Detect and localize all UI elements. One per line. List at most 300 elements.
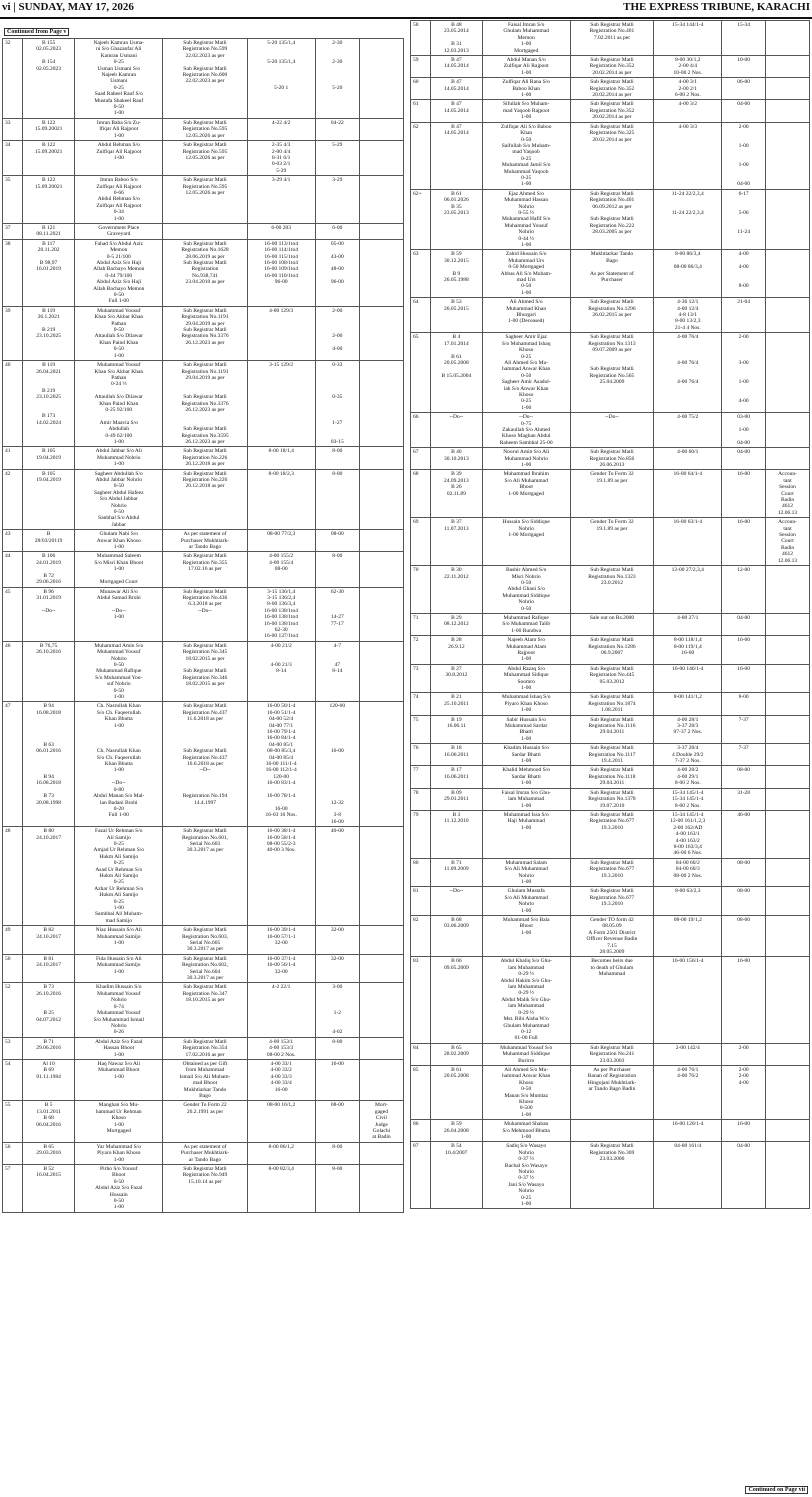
total-area-cell: 08-00 bbox=[722, 916, 766, 957]
remarks-cell bbox=[766, 664, 810, 693]
area-survey-cell: 15-34 145/1-4 15-34 145/1-4 8-00 2 Nos. bbox=[654, 788, 722, 810]
table-row bbox=[3, 39, 404, 119]
entry-number-cell: 35 bbox=[3, 176, 23, 224]
total-area-cell: 62-30 14-27 77-17 bbox=[315, 587, 359, 641]
total-area-cell: 04-00 bbox=[722, 100, 766, 122]
registration-source-cell: Sub Registrar Matli Registration No.1296 26.02.2015 as per bbox=[570, 298, 654, 333]
registration-source-cell: Sub Registrar Matli Registration No.436 6.3.2018 as per --Do-- bbox=[163, 587, 247, 641]
total-area-cell: 08-00 bbox=[722, 858, 766, 887]
owner-share-cell: Abdul Manan S/o Zulfiqar Ali Rajpoot 1-00 bbox=[482, 56, 570, 78]
remarks-cell bbox=[359, 1165, 403, 1213]
area-survey-cell: 3-37 28/4 4 Double 29/2 7-37 2 Nos. bbox=[654, 744, 722, 766]
area-survey-cell: 08-00 16/1,2 bbox=[247, 1101, 315, 1142]
remarks-cell bbox=[766, 100, 810, 122]
table-row bbox=[3, 469, 404, 530]
area-survey-cell: 4-00 27/1 bbox=[654, 613, 722, 635]
book-entry-date-cell: B 19 16.06.11 bbox=[430, 715, 482, 744]
book-entry-date-cell: B 17 16.06.2011 bbox=[430, 766, 482, 788]
table-row bbox=[411, 298, 810, 333]
area-survey-cell: 04-00 60/2 04-00 60/3 08-00 2 Nos. bbox=[654, 858, 722, 887]
remarks-cell bbox=[359, 552, 403, 587]
total-area-cell: 7-37 bbox=[722, 744, 766, 766]
total-area-cell: 08-00 bbox=[315, 1101, 359, 1142]
entry-number-cell: 86 bbox=[411, 1120, 431, 1142]
entry-number-cell: 58 bbox=[411, 21, 431, 56]
entry-number-cell: 40 bbox=[3, 361, 23, 447]
owner-share-cell: --Do-- 0-75 Zakaullah S/o Ahmed Khoso Maghan Abdul Raheem Sambhal 25-00 bbox=[482, 413, 570, 448]
book-entry-date-cell: B 54 10.4/2007 bbox=[430, 1142, 482, 1209]
owner-share-cell: Ali Ahmed S/o Mu- hammad Anwar Khan Khoso 0-50 Manan S/o Mumtaz Khoso 0-500 1-00 bbox=[482, 1065, 570, 1119]
owner-share-cell: Faisal Imran S/o Ghu- lam Muhammad 1-00 bbox=[482, 788, 570, 810]
area-survey-cell: 16-00 113/1to4 16-00 114/1to4 16-00 115/1to4 16-00 108/1to4 16-00 109/1to4 16-00 110/1to4 96-00 bbox=[247, 239, 315, 306]
book-entry-date-cell: B 122 15.09.20021 bbox=[23, 176, 75, 224]
table-row bbox=[3, 530, 404, 552]
area-survey-cell: 11-24 22/2,3,4 11-24 22/2,3,4 bbox=[654, 189, 722, 250]
registration-source-cell: Mukhtiarkar Tando Bago As per Statement of Purchaser bbox=[570, 250, 654, 298]
book-entry-date-cell: B 122 15.09.20021 bbox=[23, 141, 75, 176]
registration-source-cell: Sub Registrar Matli Registration No.1191 29.04.2019 as per Sub Registrar Matli Registration No.3376 26.12.2023 as per Sub Registrar Matli Registration No.3595 26.12.2023 as per bbox=[163, 361, 247, 447]
book-entry-date-cell: B 09 29.01.2011 bbox=[430, 788, 482, 810]
table-row bbox=[411, 916, 810, 957]
total-area-cell: 03-00 1-00 04-00 bbox=[722, 413, 766, 448]
entry-number-cell: 70 bbox=[411, 566, 431, 614]
registration-source-cell: Sub Registrar Matli Registration No.401 7.02.2011 as per bbox=[570, 21, 654, 56]
remarks-cell bbox=[766, 1043, 810, 1065]
registration-source-cell: Sub Registrar Matli Registration No.352 20.02.2014 as per bbox=[570, 56, 654, 78]
total-area-cell: 06-00 bbox=[722, 78, 766, 100]
owner-share-cell: Imran Baboo S/o Zulfiqar Ali Rajpoot 0-66 Abdul Rehman S/o Zulfiqar Ali Rajpoot 0-34 1-00 bbox=[75, 176, 163, 224]
total-area-cell: 2-00 bbox=[722, 1043, 766, 1065]
book-entry-date-cell: B 106 24.01.2019 B 72 29.06.2016 bbox=[23, 552, 75, 587]
entry-number-cell: 76 bbox=[411, 744, 431, 766]
entry-number-cell: 73 bbox=[411, 664, 431, 693]
book-entry-date-cell: B 119 26.04.2021 B 219 23.10.2025 B 173 14.02.2024 bbox=[23, 361, 75, 447]
area-survey-cell: 4-00 76/1 4-00 76/2 bbox=[654, 1065, 722, 1119]
table-row bbox=[411, 250, 810, 298]
table-row bbox=[3, 141, 404, 176]
total-area-cell: 6-00 bbox=[315, 223, 359, 239]
owner-share-cell: Muhammad Ibrahim S/o Ali Muhammad Bhoot 1-00 Mortgaged bbox=[482, 470, 570, 518]
entry-number-cell: 81 bbox=[411, 887, 431, 916]
entry-number-cell: 61 bbox=[411, 100, 431, 122]
book-entry-date-cell: B 105 19.04.2019 bbox=[23, 469, 75, 530]
continued-on-tag: Continued on Page vii bbox=[745, 1486, 808, 1494]
book-entry-date-cell: B 21 25.10.2011 bbox=[430, 693, 482, 715]
remarks-cell bbox=[766, 788, 810, 810]
entry-number-cell: 83 bbox=[411, 957, 431, 1043]
book-entry-date-cell: B 73 26.10.2016 B 25 04.07.2012 bbox=[23, 983, 75, 1037]
remarks-cell bbox=[359, 469, 403, 530]
registration-source-cell: Sub Registrar Matli Registration No.241 23.03.2003 bbox=[570, 1043, 654, 1065]
total-area-cell: 8-00 bbox=[315, 1142, 359, 1164]
registration-source-cell: Sub Registrar Matli Registration No.226 20.12.2018 as per bbox=[163, 447, 247, 469]
owner-share-cell: Pirho S/o Yousuf Bhoot 0-50 Abdul Aziz S/o Fazal Hussain 0-50 1-00 bbox=[75, 1165, 163, 1213]
total-area-cell: 5-29 bbox=[315, 141, 359, 176]
area-survey-cell: 8-00 30/1,2 2-00 4/4 10-00 2 Nos. bbox=[654, 56, 722, 78]
book-entry-date-cell: B 94 16.08.2018 B 63 06.01.2016 B 94 16.08.2018 B 73 20.08.1998 bbox=[23, 702, 75, 827]
entry-number-cell: 44 bbox=[3, 552, 23, 587]
registration-source-cell: Gender To Form 32 19.1.89 as per bbox=[570, 470, 654, 518]
area-survey-cell: 16-00 37/1-4 16-00 56/1-4 32-00 bbox=[247, 954, 315, 983]
entry-number-cell: 66 bbox=[411, 413, 431, 448]
total-area-cell: 16-00 bbox=[722, 470, 766, 518]
area-survey-cell: 8-00 18/2,3 bbox=[247, 469, 315, 530]
table-row bbox=[411, 100, 810, 122]
page-body bbox=[2, 20, 810, 1494]
entry-number-cell: 50 bbox=[3, 954, 23, 983]
total-area-cell: 16-00 bbox=[722, 1120, 766, 1142]
registration-source-cell: Sub Registrar Matli Registration No.595 12.05.2026 as per bbox=[163, 141, 247, 176]
entry-number-cell: 57 bbox=[3, 1165, 23, 1213]
entry-number-cell: 78 bbox=[411, 788, 431, 810]
table-row bbox=[3, 306, 404, 360]
book-entry-date-cell: --Do-- bbox=[430, 887, 482, 916]
book-entry-date-cell: B 117 20.11.202 B 98,97 16.01.2019 bbox=[23, 239, 75, 306]
registration-source-cell: Sub Registrar Matli Registration No.354 17.02.2016 as per bbox=[163, 1037, 247, 1059]
book-entry-date-cell: B 71 11.09.2009 bbox=[430, 858, 482, 887]
table-row bbox=[3, 361, 404, 447]
remarks-cell bbox=[766, 693, 810, 715]
remarks-cell bbox=[359, 1142, 403, 1164]
owner-share-cell: Muhammad Amin S/o Muhammad Yousuf Nohrio 0-50 Muhammad Rafique S/o Muhammad You- suf Nohrio 0-50 1-00 bbox=[75, 641, 163, 702]
area-survey-cell: 8-00 63/2,3 bbox=[654, 887, 722, 916]
owner-share-cell: Ghulam Mustafa S/o Ali Muhammad Nohrio 1-00 bbox=[482, 887, 570, 916]
entry-number-cell: 85 bbox=[411, 1065, 431, 1119]
book-entry-date-cell: B 61 06.01.2026 B 35 23.05.2013 bbox=[430, 189, 482, 250]
remarks-cell bbox=[359, 1059, 403, 1100]
entry-number-cell: 79 bbox=[411, 810, 431, 858]
owner-share-cell: Ghulam Nabi S/o Anwar Khan Khoso 1-00 bbox=[75, 530, 163, 552]
book-entry-date-cell: B 66 09.05.2009 bbox=[430, 957, 482, 1043]
right-column bbox=[410, 20, 810, 1494]
area-survey-cell: 4-00 28/2 4-00 29/1 8-00 2 Nos. bbox=[654, 766, 722, 788]
remarks-cell bbox=[359, 306, 403, 360]
area-survey-cell: 3-15 136/1,4 3-15 136/2,4 8-00 136/3,4 16-00 138/1to4 16-00 138/1to4 16-00 138/1to4 62-30 16-00 137/1to4 bbox=[247, 587, 315, 641]
table-row bbox=[3, 983, 404, 1037]
table-row bbox=[411, 470, 810, 518]
registration-source-cell: Sub Registrar Matli Registration No.355 17.02.16 as per bbox=[163, 552, 247, 587]
remarks-cell: Mort- gaged Civil Judge Golachi at Badin bbox=[359, 1101, 403, 1142]
table-row bbox=[3, 118, 404, 140]
book-entry-date-cell: B 28/03/20119 bbox=[23, 530, 75, 552]
book-entry-date-cell: B 59 30.12.2015 B 9 26.05.1988 bbox=[430, 250, 482, 298]
remarks-cell bbox=[766, 887, 810, 916]
remarks-cell bbox=[766, 21, 810, 56]
remarks-cell bbox=[766, 744, 810, 766]
owner-share-cell: Khalid Mehmood S/o Sardar Bhatti 1-00 bbox=[482, 766, 570, 788]
remarks-cell bbox=[766, 858, 810, 887]
entry-number-cell: 43 bbox=[3, 530, 23, 552]
book-entry-date-cell: B 59 26.04.2008 bbox=[430, 1120, 482, 1142]
book-entry-date-cell: B 39 24.09.2013 B 26 02.11.89 bbox=[430, 470, 482, 518]
book-entry-date-cell: B 29 08.12.2012 bbox=[430, 613, 482, 635]
area-survey-cell: 8-00 18/1,4 bbox=[247, 447, 315, 469]
remarks-cell bbox=[359, 447, 403, 469]
table-row bbox=[411, 1142, 810, 1209]
area-survey-cell: 08-00 77/2,3 bbox=[247, 530, 315, 552]
book-entry-date-cell: B 81 24.10.2017 bbox=[23, 954, 75, 983]
area-survey-cell: 4-00 21/2 4-00 21/3 8-14 bbox=[247, 641, 315, 702]
registration-source-cell: Gender To Form 22 26.2.1991 as per bbox=[163, 1101, 247, 1142]
owner-share-cell: Hussain S/o Siddique Nohrio 1-00 Mortgaged bbox=[482, 518, 570, 566]
remarks-cell bbox=[766, 810, 810, 858]
entry-number-cell: 63 bbox=[411, 250, 431, 298]
owner-share-cell: Abdul Jabbar S/o Ali Muhammad Nohrio 1-00 bbox=[75, 447, 163, 469]
entry-number-cell: 84 bbox=[411, 1043, 431, 1065]
registration-source-cell bbox=[570, 1120, 654, 1142]
registration-source-cell: Gender To Form 32 19.1.89 as per bbox=[570, 518, 654, 566]
total-area-cell: 16-00 bbox=[315, 1059, 359, 1100]
total-area-cell: 04-00 bbox=[722, 1142, 766, 1209]
registration-source-cell: Sub Registrar Matli Registration No.602, Serial No.604 30.3.2017 as per bbox=[163, 954, 247, 983]
left-column bbox=[2, 20, 404, 1494]
table-row bbox=[411, 1043, 810, 1065]
table-row bbox=[411, 21, 810, 56]
owner-share-cell: Khadim Hussain S/o Sardar Bhatti 1-00 bbox=[482, 744, 570, 766]
table-row bbox=[3, 176, 404, 224]
owner-share-cell: Zulfiqar Ali Rana S/o Baboo Khan 1-00 bbox=[482, 78, 570, 100]
area-survey-cell: 4-00 3/3 bbox=[654, 122, 722, 189]
registration-source-cell: Sub Registrar Matli Registration No.1117 19.4.2011 bbox=[570, 744, 654, 766]
table-row bbox=[411, 189, 810, 250]
remarks-cell bbox=[766, 566, 810, 614]
owner-share-cell: Manghan S/o Mu- hammad Ur Rehman Khoso 1-00 Mortgaged bbox=[75, 1101, 163, 1142]
remarks-cell bbox=[359, 530, 403, 552]
remarks-cell bbox=[766, 1120, 810, 1142]
area-survey-cell: 4-00 60/1 bbox=[654, 448, 722, 470]
table-row bbox=[3, 1165, 404, 1213]
entry-number-cell: 34 bbox=[3, 141, 23, 176]
remarks-cell bbox=[359, 1037, 403, 1059]
total-area-cell: 120-00 16-00 12-32 3-8 16-00 bbox=[315, 702, 359, 827]
entry-number-cell: 62+ bbox=[411, 189, 431, 250]
remarks-cell bbox=[359, 223, 403, 239]
table-row bbox=[411, 78, 810, 100]
book-entry-date-cell: B 37 11.07.2013 bbox=[430, 518, 482, 566]
owner-share-cell: Noorul Amin S/o Ali Muhammad Nohrio 1-00 bbox=[482, 448, 570, 470]
table-row bbox=[3, 1037, 404, 1059]
area-survey-cell: 16-00 64/1-4 bbox=[654, 470, 722, 518]
total-area-cell: 21-04 bbox=[722, 298, 766, 333]
entry-number-cell: 74 bbox=[411, 693, 431, 715]
table-row bbox=[3, 1059, 404, 1100]
area-survey-cell: 2-00 142/4 bbox=[654, 1043, 722, 1065]
table-row bbox=[3, 587, 404, 641]
area-survey-cell: 8-00 86/3,4 08-00 86/3,4 bbox=[654, 250, 722, 298]
table-row bbox=[3, 641, 404, 702]
area-survey-cell: 3-15 129/2 bbox=[247, 361, 315, 447]
remarks-cell bbox=[766, 250, 810, 298]
area-survey-cell: 16-00 39/1-4 16-00 57/1-1 32-00 bbox=[247, 926, 315, 955]
owner-share-cell: Muhammad Yousuf S/o Muhammad Siddique Burirro bbox=[482, 1043, 570, 1065]
owner-share-cell: Muhammad Shaban S/o Mehmood Bhutta 1-00 bbox=[482, 1120, 570, 1142]
remarks-cell bbox=[359, 239, 403, 306]
total-area-cell: 32-00 bbox=[315, 954, 359, 983]
registration-source-cell: Sub Registrar Matli Registration No.677 19.3.2010 bbox=[570, 810, 654, 858]
total-area-cell: 2-00 2-00 4-00 bbox=[722, 1065, 766, 1119]
total-area-cell: 05-00 43-00 48-00 96-00 bbox=[315, 239, 359, 306]
area-survey-cell: 4-00 28/1 3-37 28/3 07-37 2 Nos. bbox=[654, 715, 722, 744]
owner-share-cell: Sabir Hussain S/o Muhammad Sardar Bhatti 1-00 bbox=[482, 715, 570, 744]
remarks-cell: Accoun- tant Session Court Badin 4612 12.06.13 bbox=[766, 470, 810, 518]
book-entry-date-cell: B 68 03.06.2009 bbox=[430, 916, 482, 957]
table-row bbox=[3, 223, 404, 239]
entry-number-cell: 64 bbox=[411, 298, 431, 333]
book-entry-date-cell: B 4 17.01.2014 B 61 20.05.2008 B 15.05.2004 bbox=[430, 333, 482, 413]
total-area-cell: 04-22 bbox=[315, 118, 359, 140]
total-area-cell: 16-00 bbox=[722, 518, 766, 566]
table-row bbox=[3, 1101, 404, 1142]
book-entry-date-cell: B 80 24.10.2017 bbox=[23, 827, 75, 926]
total-area-cell: 12-00 bbox=[722, 566, 766, 614]
registration-source-cell: As per statement of Purchaser Mukhtiark- ar Tando Bago bbox=[163, 530, 247, 552]
book-entry-date-cell: B 76,75 26.10.2016 bbox=[23, 641, 75, 702]
entry-number-cell: 38 bbox=[3, 239, 23, 306]
registration-source-cell: Sub Registrar Matli Registration No.949 15.10.14 as per bbox=[163, 1165, 247, 1213]
registration-source-cell: Sub Registrar Matli Registration No.1874 1.08.2011 bbox=[570, 693, 654, 715]
masthead-publication: THE EXPRESS TRIBUNE, KARACHI bbox=[623, 1, 810, 13]
table-row bbox=[411, 788, 810, 810]
book-entry-date-cell: B 119 26.1.2021 B 219 23.10.2025 bbox=[23, 306, 75, 360]
owner-share-cell: Muhammad Saleem S/o Misri Khan Bhoot 1-00 Mortgaged Court bbox=[75, 552, 163, 587]
table-row bbox=[411, 448, 810, 470]
area-survey-cell: 5-20 135/1,4 5-20 135/1,4 5-20 1 bbox=[247, 39, 315, 119]
area-survey-cell: 15-34 145/1-4 12-00 161/1,2,3 2-00 162/AD 4-00 163/1 4-00 163/2 8-00 163/3,4 46-00 6 Nos. bbox=[654, 810, 722, 858]
table-row bbox=[411, 810, 810, 858]
area-survey-cell: 15-34 144/1-4 bbox=[654, 21, 722, 56]
registration-source-cell: Sub Registrar Matli Registration No.1116 29.04.2011 bbox=[570, 715, 654, 744]
registration-source-cell: Sub Registrar Matli Registration No.437 11.6.2018 as per Sub Registrar Matli Registration No.437 16.6.2018 as per --D-- Registration No.194 14.4.1997 bbox=[163, 702, 247, 827]
entry-number-cell: 49 bbox=[3, 926, 23, 955]
registration-source-cell: Sub Registrar Matli Registration No.1378 19.07.2010 bbox=[570, 788, 654, 810]
owner-share-cell: Muhammad Ishaq S/o Piyaro Khan Khoso 1-00 bbox=[482, 693, 570, 715]
area-survey-cell: 4-00 129/3 bbox=[247, 306, 315, 360]
total-area-cell: 3-00 1-2 4-02 bbox=[315, 983, 359, 1037]
area-survey-cell: 16-00 156/1-4 bbox=[654, 957, 722, 1043]
total-area-cell: 2-00 3-00 1-00 4-00 bbox=[722, 333, 766, 413]
owner-share-cell: Sadiq S/o Wasayo Nohrio 0-37 ½ Bachal S/o Wasayo Nohrio 0-37 ½ Jani S/o Wasayo Nohrio 0-25 1-00 bbox=[482, 1142, 570, 1209]
entry-number-cell: 67 bbox=[411, 448, 431, 470]
table-row bbox=[3, 1142, 404, 1164]
remarks-cell bbox=[766, 298, 810, 333]
book-entry-date-cell: B 5 13.01.2011 B 68 06.04.2016 bbox=[23, 1101, 75, 1142]
owner-share-cell: Fazal Ur Rehman S/o Ali Samijo 0-25 Amjad Ur Rehman S/o Hukm Ali Samijo 0-25 Asad Ur Rehman S/o Hukm Ali Samijo 0-25 Azhar Ur Rehman S/o Hukm Ali Samijo 0-25 1-00 Sambhal Ali Muham- mad Samijo bbox=[75, 827, 163, 926]
owner-share-cell: Abdul Aziz S/o Fazal Hassan Bhoot 1-00 bbox=[75, 1037, 163, 1059]
entry-number-cell: 62 bbox=[411, 122, 431, 189]
owner-share-cell: Government Place Graveyard bbox=[75, 223, 163, 239]
table-row bbox=[411, 333, 810, 413]
table-row bbox=[411, 744, 810, 766]
area-survey-cell: 4-00 155/2 4-00 155/4 08-00 bbox=[247, 552, 315, 587]
book-entry-date-cell: B 18 16.06.2011 bbox=[430, 744, 482, 766]
total-area-cell: 6-17 5-06 11-24 bbox=[722, 189, 766, 250]
total-area-cell: 04-00 bbox=[722, 613, 766, 635]
remarks-cell bbox=[359, 926, 403, 955]
total-area-cell: 2-30 2-30 5-20 bbox=[315, 39, 359, 119]
remarks-cell bbox=[766, 1065, 810, 1119]
book-entry-date-cell: B 28 26.9.12 bbox=[430, 636, 482, 665]
area-survey-cell: 4-00 75/2 bbox=[654, 413, 722, 448]
registration-source-cell: Sub Registrar Matli Registration No.603, Serial No.605 30.3.2017 as per bbox=[163, 926, 247, 955]
remarks-cell bbox=[766, 333, 810, 413]
entry-number-cell: 60 bbox=[411, 78, 431, 100]
area-survey-cell: 16-00 63/1-4 bbox=[654, 518, 722, 566]
entry-number-cell: 53 bbox=[3, 1037, 23, 1059]
book-entry-date-cell: B 47 14.05.2014 bbox=[430, 100, 482, 122]
total-area-cell: 15-34 bbox=[722, 21, 766, 56]
entry-number-cell: 41 bbox=[3, 447, 23, 469]
table-row bbox=[411, 122, 810, 189]
total-area-cell: 08-00 bbox=[722, 766, 766, 788]
registration-source-cell: Sub Registrar Matli Registration No.856 26.06.2013 bbox=[570, 448, 654, 470]
total-area-cell: 40-00 bbox=[315, 827, 359, 926]
owner-share-cell: Yar Muhammad S/o Piyaro Khan Khoso 1-00 bbox=[75, 1142, 163, 1164]
table-row bbox=[411, 887, 810, 916]
book-entry-date-cell: B 96 31.01.2019 --Do-- bbox=[23, 587, 75, 641]
owner-share-cell: Najeeb Alam S/o Muhammad Alam Rajpoot 1-00 bbox=[482, 636, 570, 665]
registration-source-cell: Sub Registrar Matli Registration No.1323 23.0.2012 bbox=[570, 566, 654, 614]
entry-number-cell: 82 bbox=[411, 916, 431, 957]
registration-source-cell: Sub Registrar Matli Registration No.1286 06.9.2007 bbox=[570, 636, 654, 665]
book-entry-date-cell: B 47 14.05.2014 bbox=[430, 122, 482, 189]
entry-number-cell: 45 bbox=[3, 587, 23, 641]
total-area-cell: 2-00 2-00 4-00 bbox=[315, 306, 359, 360]
table-row bbox=[411, 766, 810, 788]
total-area-cell: 46-00 bbox=[722, 810, 766, 858]
owner-share-cell: Haq Nawaz S/o Ali Muhammad Bhoot 1-00 bbox=[75, 1059, 163, 1100]
registration-source-cell: Sub Registrar Matli Registration No.1118 29.04.2011 bbox=[570, 766, 654, 788]
area-survey-cell: 04-00 161/4 bbox=[654, 1142, 722, 1209]
total-area-cell: 8-00 bbox=[315, 469, 359, 530]
area-survey-cell: 16-00 120/1-4 bbox=[654, 1120, 722, 1142]
registration-source-cell: Sub Registrar Matli Registration No.599 22.02.2023 as per Sub Registrar Matli Registration No.600 22.02.2023 as per bbox=[163, 39, 247, 119]
entry-number-cell: 48 bbox=[3, 827, 23, 926]
entry-number-cell: 55 bbox=[3, 1101, 23, 1142]
total-area-cell: 0-33 0-35 1-27 03-15 bbox=[315, 361, 359, 447]
total-area-cell: 8-00 bbox=[315, 1165, 359, 1213]
remarks-cell bbox=[359, 827, 403, 926]
entry-number-cell: 37 bbox=[3, 223, 23, 239]
book-entry-date-cell: B 61 20.05.2008 bbox=[430, 1065, 482, 1119]
area-survey-cell: 12-00 27/2,3,4 bbox=[654, 566, 722, 614]
registration-source-cell: Sub Registrar Matli Registration No.1628 28.06.2019 as per Sub Registrar Matli Registration No.938,741 23.04.2010 as per bbox=[163, 239, 247, 306]
owner-share-cell: Muhammad Yousuf Khan S/o Akbar Khan Pathan 0-50 Attaullah S/o Dilawar Khan Paind Khan 0-50 1-00 bbox=[75, 306, 163, 360]
table-row bbox=[411, 56, 810, 78]
owner-share-cell: Bashir Ahmed S/o Misri Nohrio 0-50 Abdul Ghani S/o Muhammad Siddique Nohrio 0-50 bbox=[482, 566, 570, 614]
table-row bbox=[411, 1065, 810, 1119]
remarks-cell bbox=[766, 78, 810, 100]
book-entry-date-cell: B 30 22.11.2012 bbox=[430, 566, 482, 614]
area-survey-cell: 8-00 141/1,2 bbox=[654, 693, 722, 715]
owner-share-cell: Fahad S/o Abdul Aziz Memon 0-5 21/100 Abdul Aziz S/o Haji Allah Bachayo Memon 0-44 79/100 Abdul Aziz S/o Haji Allah Bachayo Memon 0-50 Full 1-00 bbox=[75, 239, 163, 306]
registration-source-cell bbox=[163, 223, 247, 239]
remarks-cell bbox=[766, 715, 810, 744]
total-area-cell: 16-00 bbox=[722, 957, 766, 1043]
table-row bbox=[411, 858, 810, 887]
remarks-cell bbox=[766, 957, 810, 1043]
remarks-cell bbox=[359, 587, 403, 641]
table-row bbox=[411, 566, 810, 614]
entry-number-cell: 80 bbox=[411, 858, 431, 887]
table-row bbox=[3, 447, 404, 469]
entry-number-cell: 56 bbox=[3, 1142, 23, 1164]
registration-source-cell: Sub Registrar Matli Registration No.325 20.02.2014 as per bbox=[570, 122, 654, 189]
remarks-cell bbox=[359, 702, 403, 827]
book-entry-date-cell: B 71 29.06.2016 bbox=[23, 1037, 75, 1059]
owner-share-cell: Muhammad Issa S/o Haji Muhammad 1-00 bbox=[482, 810, 570, 858]
table-row bbox=[411, 636, 810, 665]
owner-share-cell: Abdul Khaliq S/o Ghu- lam Muhammad 0-29 ½ Abdul Hakim S/o Ghu- lam Muhammad 0-29 ½ Abdul Malik S/o Ghu- lam Muhammad 0-29 ½ Mst. Bibi Aisha W/o Ghulam Muhammad 0-12 01-00 Full bbox=[482, 957, 570, 1043]
